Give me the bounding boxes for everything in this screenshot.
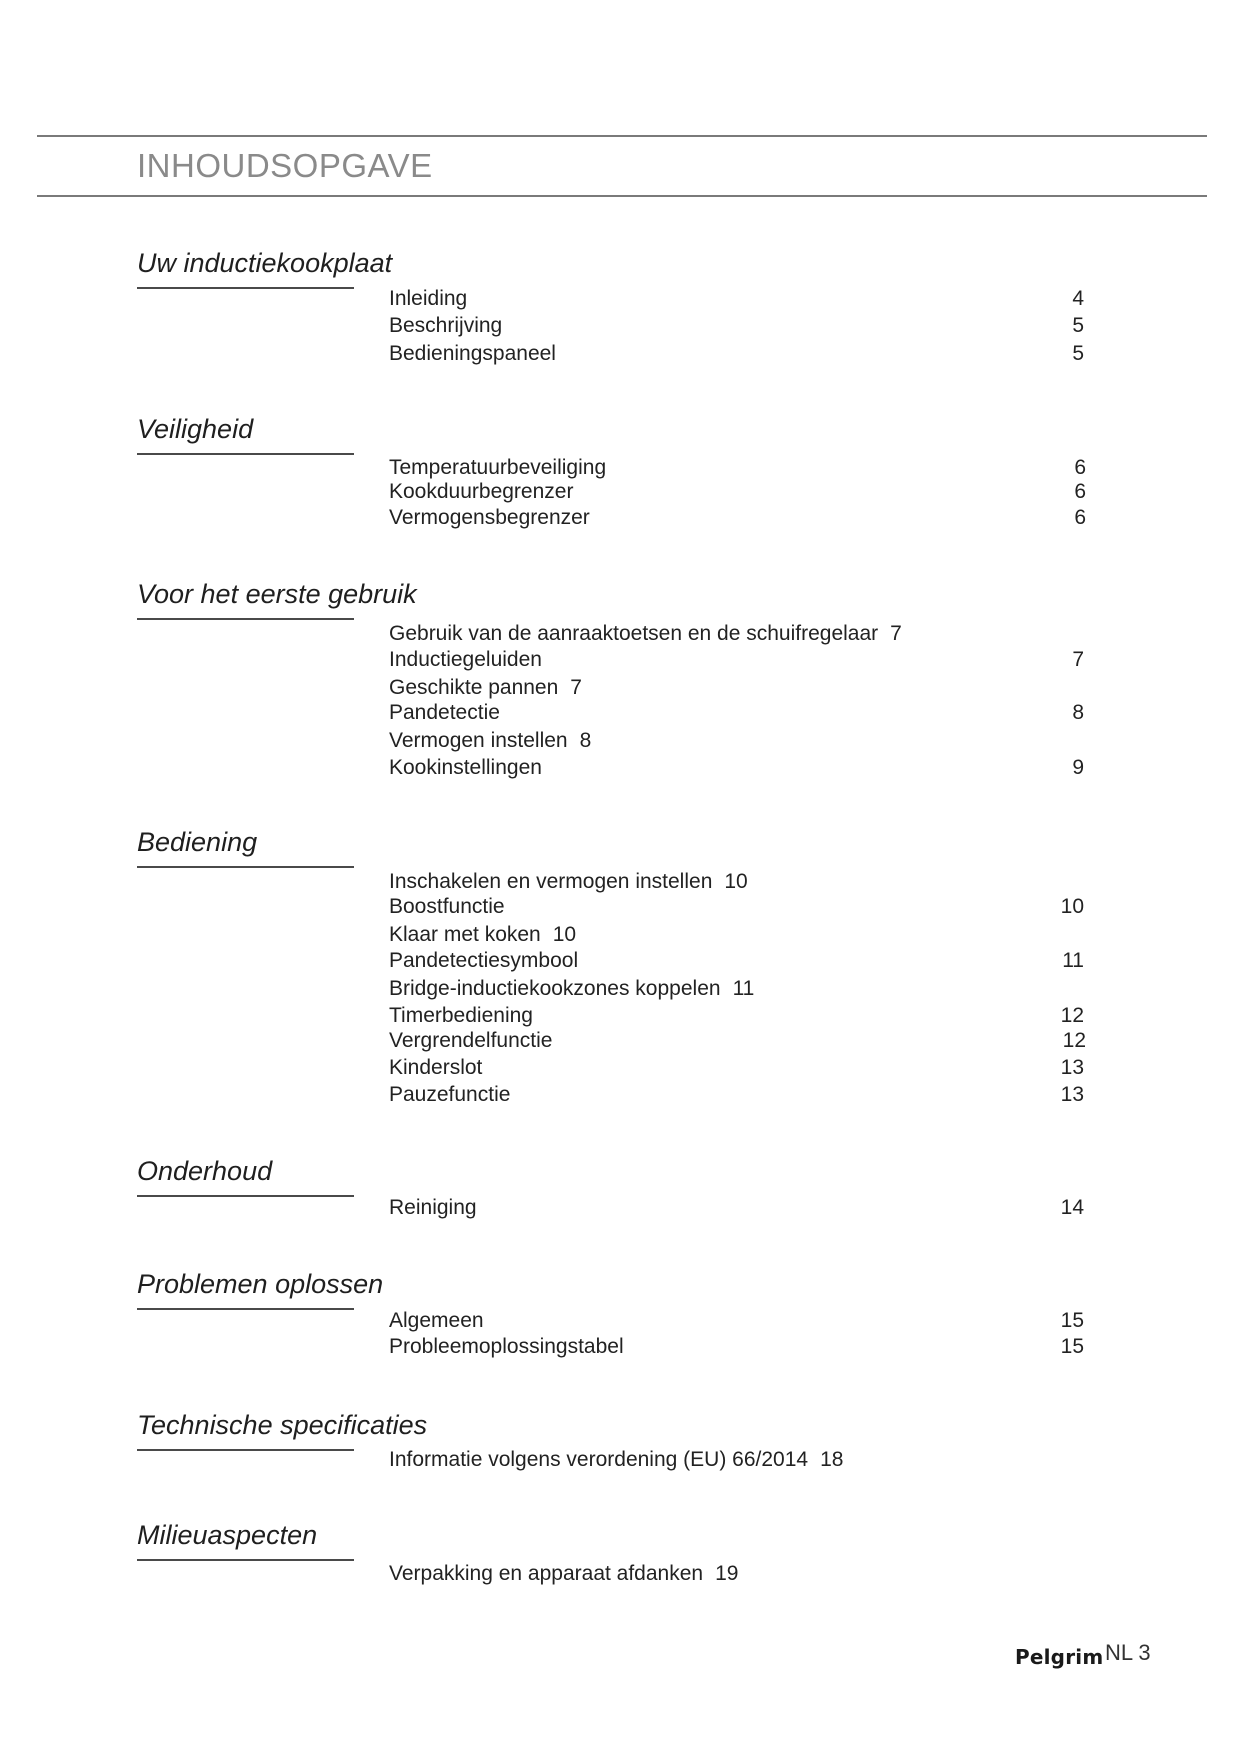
toc-entry xyxy=(389,341,556,367)
section-underline xyxy=(137,1195,354,1197)
toc-entry-label: Verpakking en apparaat afdanken xyxy=(389,1562,704,1585)
section-underline xyxy=(137,287,354,289)
section-underline xyxy=(137,453,354,455)
toc-entry-page: 10 xyxy=(724,870,748,893)
toc-entry-label: Algemeen xyxy=(389,1309,484,1332)
toc-entry-page: 4 xyxy=(1072,287,1084,310)
toc-entry xyxy=(389,1028,552,1054)
toc-entry xyxy=(389,894,505,920)
toc-entry-label: Pandetectie xyxy=(389,701,500,724)
toc-entry-label: Temperatuurbeveiliging xyxy=(389,456,607,479)
toc-entry-page: 6 xyxy=(1074,506,1086,529)
toc-entry xyxy=(389,1334,624,1360)
toc-entry-page: 10 xyxy=(1060,895,1084,918)
toc-entry-label: Bridge-inductiekookzones koppelen xyxy=(389,977,721,1000)
section-heading: Veiligheid xyxy=(137,414,254,444)
toc-entry xyxy=(389,1082,510,1108)
toc-entry xyxy=(389,1003,533,1029)
toc-entry xyxy=(389,948,578,974)
toc-entry-label: Vergrendelfunctie xyxy=(389,1029,553,1052)
toc-entry xyxy=(389,479,573,505)
toc-entry-page: 7 xyxy=(570,676,582,699)
toc-entry xyxy=(389,455,606,481)
toc-entry-page: 18 xyxy=(820,1448,844,1471)
section-heading: Bediening xyxy=(137,827,258,857)
toc-entry-label: Gebruik van de aanraaktoetsen en de schuifregelaar xyxy=(389,622,879,645)
toc-entry-page: 12 xyxy=(1062,1029,1086,1052)
toc-entry xyxy=(389,976,754,1002)
section-underline xyxy=(137,1449,354,1451)
page-title: INHOUDSOPGAVE xyxy=(137,147,433,184)
toc-entry-page: 11 xyxy=(732,977,755,1000)
toc-entry-label: Geschikte pannen xyxy=(389,676,559,699)
title-bottom-rule xyxy=(37,195,1207,197)
toc-entry-label: Pauzefunctie xyxy=(389,1083,511,1106)
toc-entry-page: 13 xyxy=(1060,1083,1084,1106)
toc-entry xyxy=(389,505,590,531)
toc-entry xyxy=(389,922,576,948)
section-heading: Voor het eerste gebruik xyxy=(137,579,417,609)
toc-entry-label: Inleiding xyxy=(389,287,468,310)
toc-entry-label: Klaar met koken xyxy=(389,923,541,946)
toc-entry-label: Inschakelen en vermogen instellen xyxy=(389,870,713,893)
section-heading: Uw inductiekookplaat xyxy=(137,248,393,278)
toc-entry-page: 15 xyxy=(1060,1335,1084,1358)
toc-entry-label: Kinderslot xyxy=(389,1056,483,1079)
section-heading: Onderhoud xyxy=(137,1156,273,1186)
toc-entry-label: Kookduurbegrenzer xyxy=(389,480,574,503)
toc-entry-page: 11 xyxy=(1062,949,1084,972)
section-heading: Technische specificaties xyxy=(137,1410,428,1440)
toc-entry xyxy=(389,313,502,339)
toc-entry xyxy=(389,755,542,781)
section-underline xyxy=(137,866,354,868)
toc-entry-page: 5 xyxy=(1072,314,1084,337)
toc-entry-label: Boostfunctie xyxy=(389,895,505,918)
toc-entry-label: Probleemoplossingstabel xyxy=(389,1335,624,1358)
toc-entry-page: 9 xyxy=(1072,756,1084,779)
toc-entry-label: Reiniging xyxy=(389,1196,477,1219)
toc-entry xyxy=(389,1561,738,1587)
toc-entry-page: 14 xyxy=(1060,1196,1084,1219)
toc-entry-label: Inductiegeluiden xyxy=(389,648,542,671)
top-rule xyxy=(37,135,1207,137)
toc-entry-page: 8 xyxy=(1072,701,1084,724)
section-underline xyxy=(137,1559,354,1561)
toc-entry-page: 6 xyxy=(1074,480,1086,503)
toc-entry xyxy=(389,728,591,754)
toc-entry-page: 7 xyxy=(890,622,902,645)
section-heading: Problemen oplossen xyxy=(137,1269,384,1299)
toc-entry-label: Kookinstellingen xyxy=(389,756,542,779)
page-number: NL 3 xyxy=(1105,1640,1151,1665)
toc-entry xyxy=(389,1195,477,1221)
toc-entry-label: Informatie volgens verordening (EU) 66/2014 xyxy=(389,1448,809,1471)
toc-entry-label: Vermogensbegrenzer xyxy=(389,506,590,529)
section-underline xyxy=(137,1308,354,1310)
toc-entry-page: 5 xyxy=(1072,342,1084,365)
toc-entry xyxy=(389,286,467,312)
toc-entry-page: 15 xyxy=(1060,1309,1084,1332)
toc-entry xyxy=(389,647,542,673)
toc-entry-label: Timerbediening xyxy=(389,1004,533,1027)
toc-entry xyxy=(389,1447,843,1473)
toc-entry xyxy=(389,869,748,895)
toc-entry-page: 10 xyxy=(552,923,577,946)
toc-entry-page: 8 xyxy=(579,729,592,752)
section-heading: Milieuaspecten xyxy=(137,1520,318,1550)
toc-entry-label: Bedieningspaneel xyxy=(389,342,556,365)
toc-entry xyxy=(389,1308,484,1334)
toc-entry-page: 12 xyxy=(1060,1004,1084,1027)
section-underline xyxy=(137,618,354,620)
toc-entry-page: 6 xyxy=(1074,456,1086,479)
toc-entry-label: Pandetectiesymbool xyxy=(389,949,579,972)
toc-entry xyxy=(389,621,902,647)
toc-entry xyxy=(389,675,582,701)
toc-entry-page: 13 xyxy=(1060,1056,1084,1079)
toc-entry-page: 19 xyxy=(715,1562,739,1585)
toc-entry-page: 7 xyxy=(1072,648,1084,671)
brand-logo: Pelgrim xyxy=(1015,1645,1104,1669)
toc-entry xyxy=(389,700,500,726)
toc-entry-label: Beschrijving xyxy=(389,314,503,337)
toc-entry xyxy=(389,1055,482,1081)
toc-entry-label: Vermogen instellen xyxy=(389,729,568,752)
